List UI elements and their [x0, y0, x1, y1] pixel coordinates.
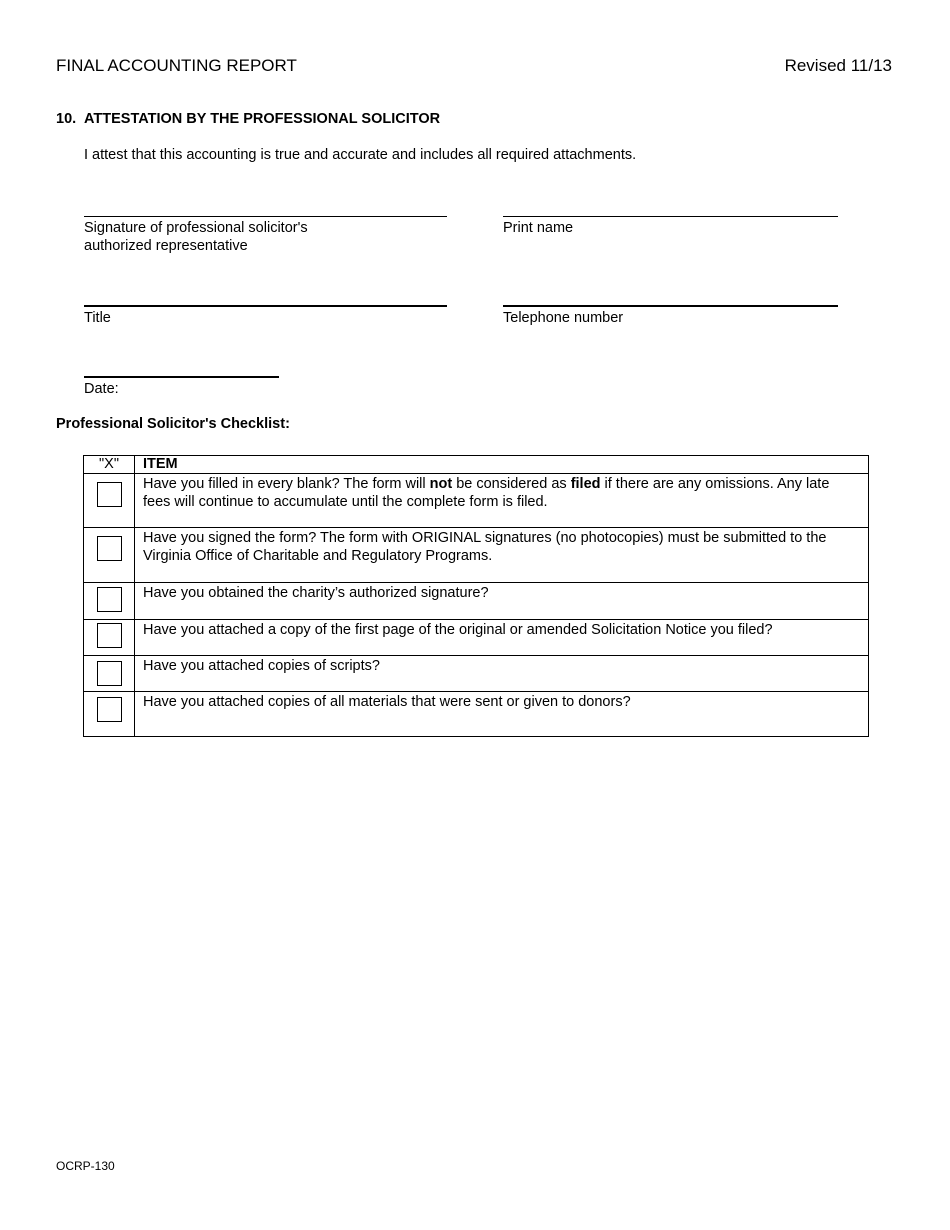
checklist-item-text: Have you attached a copy of the first page of the original or amended Solicitation Notice you filed?	[135, 620, 869, 656]
section-title: ATTESTATION BY THE PROFESSIONAL SOLICITOR	[84, 111, 441, 127]
checklist-row	[84, 656, 869, 692]
telephone-label: Telephone number	[503, 310, 624, 326]
checklist-row	[84, 528, 869, 583]
print-name-line[interactable]	[503, 216, 838, 217]
checklist-row	[84, 692, 869, 737]
revision-date: Revised 11/13	[784, 56, 892, 75]
report-title: FINAL ACCOUNTING REPORT	[56, 56, 297, 75]
checklist-row	[84, 620, 869, 656]
checkbox[interactable]	[97, 482, 122, 507]
checklist-row	[84, 583, 869, 620]
checklist-table	[83, 455, 869, 737]
checkbox[interactable]	[97, 697, 122, 722]
form-id: OCRP-130	[56, 1159, 115, 1173]
checklist-item-text: Have you obtained the charity’s authorized signature?	[135, 583, 869, 620]
checkbox-cell	[84, 583, 135, 620]
date-line[interactable]	[84, 376, 279, 378]
section-heading	[56, 111, 440, 127]
column-header-item: ITEM	[135, 456, 869, 474]
checkbox-cell	[84, 528, 135, 583]
print-name-label: Print name	[503, 220, 574, 236]
signature-line[interactable]	[84, 216, 447, 217]
date-label: Date:	[84, 381, 119, 397]
checklist-row	[84, 474, 869, 528]
checklist-header-row	[84, 456, 869, 474]
checkbox[interactable]	[97, 623, 122, 648]
signature-label	[84, 219, 308, 255]
title-line[interactable]	[84, 305, 447, 307]
checkbox-cell	[84, 656, 135, 692]
emphasis-filed: filed	[570, 476, 601, 492]
checkbox-cell	[84, 620, 135, 656]
telephone-line[interactable]	[503, 305, 838, 307]
section-number: 10.	[56, 111, 77, 127]
checkbox[interactable]	[97, 661, 122, 686]
item-text-part: Have you filled in every blank? The form will	[143, 476, 430, 492]
checklist-item-text: Have you attached copies of all materials that were sent or given to donors?	[135, 692, 869, 737]
column-header-x: "X"	[84, 456, 135, 474]
checklist-title: Professional Solicitor's Checklist:	[56, 416, 290, 432]
attestation-statement: I attest that this accounting is true and accurate and includes all required attachments.	[84, 147, 637, 163]
checklist-item-text	[135, 474, 869, 528]
item-text-part: if there are any omissions. Any late fees will continue to accumulate until the complete form is filed.	[143, 476, 830, 510]
signature-label-line1: Signature of professional solicitor's	[84, 220, 308, 236]
checkbox-cell	[84, 474, 135, 528]
checklist-item-text: Have you signed the form? The form with ORIGINAL signatures (no photocopies) must be submitted to the Virginia Office of Charitable and Regulatory Programs.	[135, 528, 869, 583]
checkbox[interactable]	[97, 536, 122, 561]
emphasis-not: not	[429, 476, 453, 492]
checkbox[interactable]	[97, 587, 122, 612]
signature-label-line2: authorized representative	[84, 238, 248, 254]
checklist-item-text: Have you attached copies of scripts?	[135, 656, 869, 692]
title-label: Title	[84, 310, 111, 326]
checkbox-cell	[84, 692, 135, 737]
item-text-part: be considered as	[452, 476, 571, 492]
